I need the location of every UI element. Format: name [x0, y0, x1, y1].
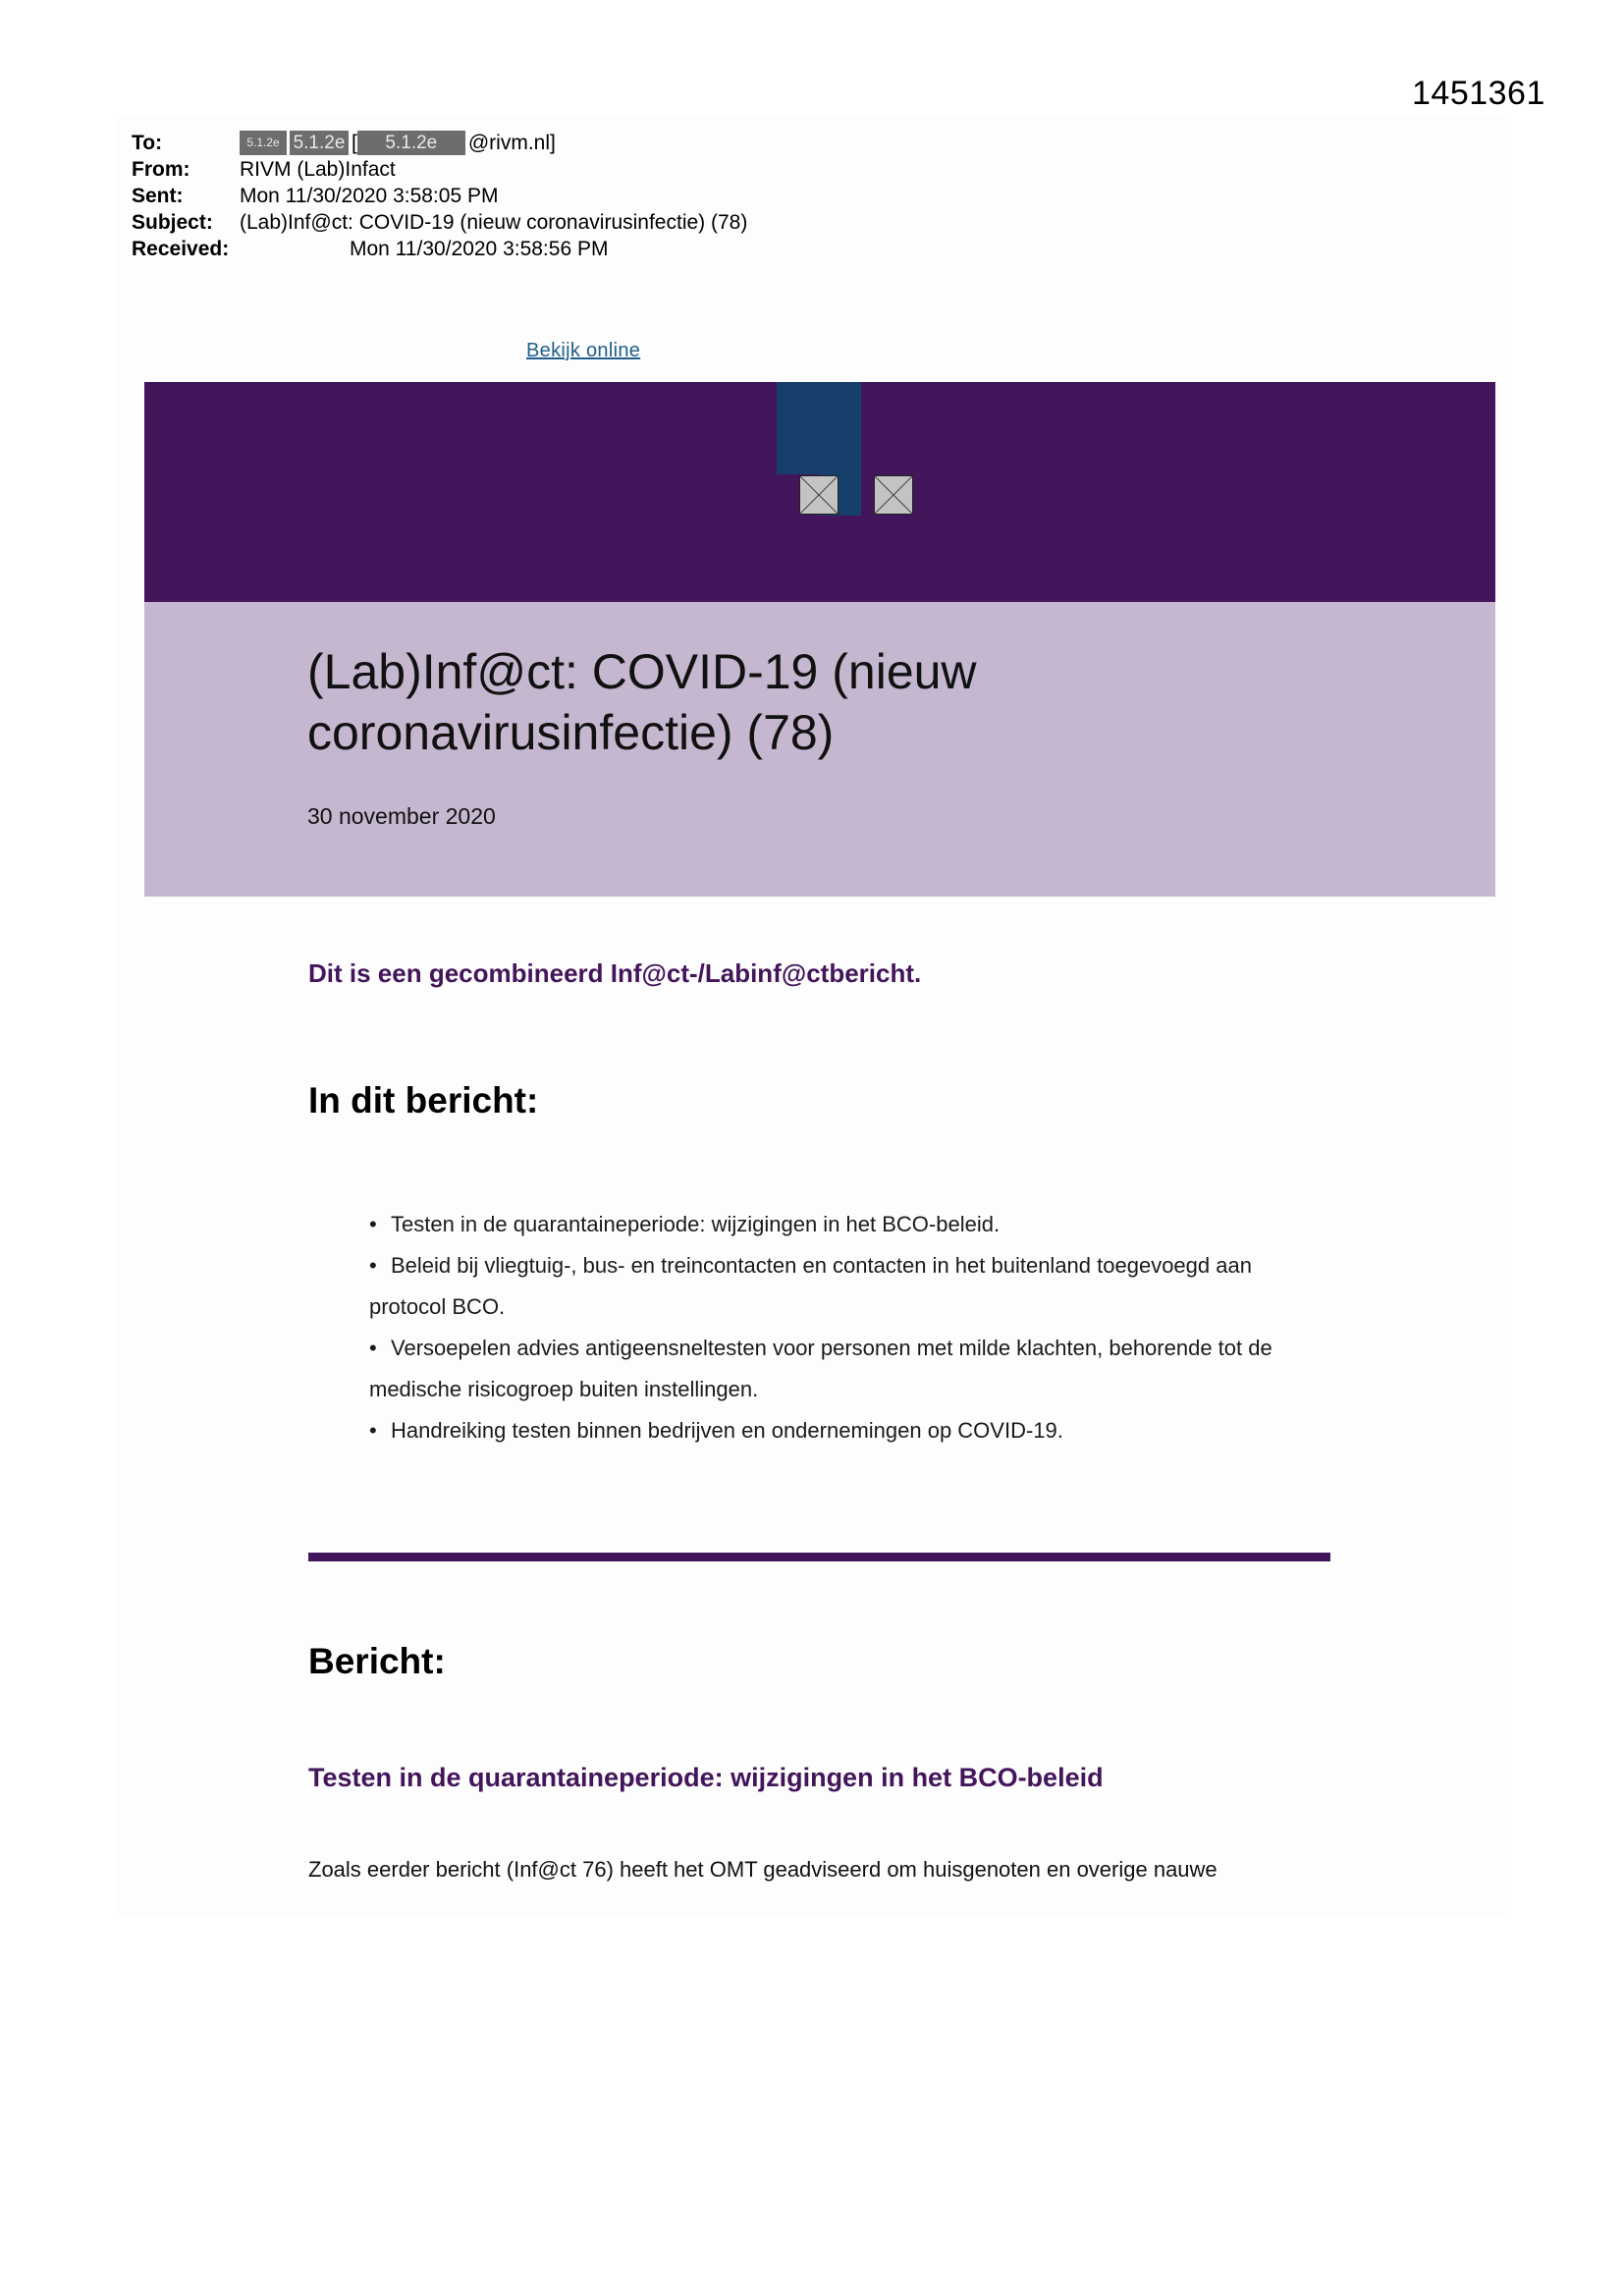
redaction-box: 5.1.2e — [240, 131, 287, 155]
toc-item-text: Testen in de quarantaineperiode: wijzigingen in het BCO-beleid. — [391, 1212, 1001, 1236]
redaction-box: 5.1.2e — [357, 131, 465, 155]
newsletter-title: (Lab)Inf@ct: COVID-19 (nieuw coronavirusinfectie) (78) — [307, 644, 977, 760]
newsletter-date: 30 november 2020 — [307, 803, 496, 829]
header-row-from — [132, 156, 747, 183]
section-heading: Testen in de quarantaineperiode: wijzigingen in het BCO-beleid — [308, 1763, 1104, 1792]
bullet-icon: • — [369, 1253, 377, 1278]
header-row-subject — [132, 209, 747, 236]
section-paragraph: Zoals eerder bericht (Inf@ct 76) heeft het OMT geadviseerd om huisgenoten en overige nauwe — [308, 1857, 1218, 1882]
toc-list — [369, 1204, 1312, 1451]
received-value: Mon 11/30/2020 3:58:56 PM — [350, 238, 609, 260]
bullet-icon: • — [369, 1212, 377, 1236]
message-heading: Bericht: — [308, 1641, 446, 1681]
toc-heading: In dit bericht: — [308, 1080, 539, 1121]
toc-item-text: Handreiking testen binnen bedrijven en ondernemingen op COVID-19. — [391, 1418, 1063, 1443]
bullet-icon: • — [369, 1336, 377, 1360]
bracket: [ — [352, 132, 357, 154]
subject-label: Subject: — [132, 211, 213, 234]
subject-value: (Lab)Inf@ct: COVID-19 (nieuw coronavirusinfectie) (78) — [240, 211, 748, 234]
toc-item — [369, 1204, 1312, 1245]
header-row-received — [132, 236, 747, 262]
sent-value: Mon 11/30/2020 3:58:05 PM — [240, 185, 499, 207]
document-number: 1451361 — [1412, 75, 1545, 112]
toc-item-text: Beleid bij vliegtuig-, bus- en treincontacten en contacten in het buitenland toegevoegd aan protocol BCO. — [369, 1253, 1252, 1319]
received-label: Received: — [132, 238, 230, 260]
section-divider — [308, 1553, 1330, 1561]
newsletter-banner — [144, 382, 1495, 602]
intro-text: Dit is een gecombineerd Inf@ct-/Labinf@ctbericht. — [308, 958, 922, 988]
broken-image-icon — [874, 475, 913, 515]
toc-item — [369, 1245, 1312, 1328]
email-header — [132, 130, 747, 262]
header-row-sent — [132, 183, 747, 209]
toc-item-text: Versoepelen advies antigeensneltesten voor personen met milde klachten, behorende tot de medische risicogroep buiten instellingen. — [369, 1336, 1272, 1401]
from-value: RIVM (Lab)Infact — [240, 158, 396, 181]
to-label: To: — [132, 132, 163, 154]
broken-image-icon — [799, 475, 839, 515]
bullet-icon: • — [369, 1418, 377, 1443]
to-value — [240, 130, 556, 156]
header-row-to — [132, 130, 747, 156]
title-panel — [144, 602, 1495, 897]
toc-item — [369, 1328, 1312, 1410]
view-online-link[interactable]: Bekijk online — [526, 340, 641, 361]
sent-label: Sent: — [132, 185, 184, 207]
redaction-box: 5.1.2e — [290, 131, 349, 155]
to-domain: @rivm.nl] — [467, 132, 556, 154]
toc-item — [369, 1410, 1312, 1451]
from-label: From: — [132, 158, 190, 181]
logo-block — [777, 382, 861, 474]
